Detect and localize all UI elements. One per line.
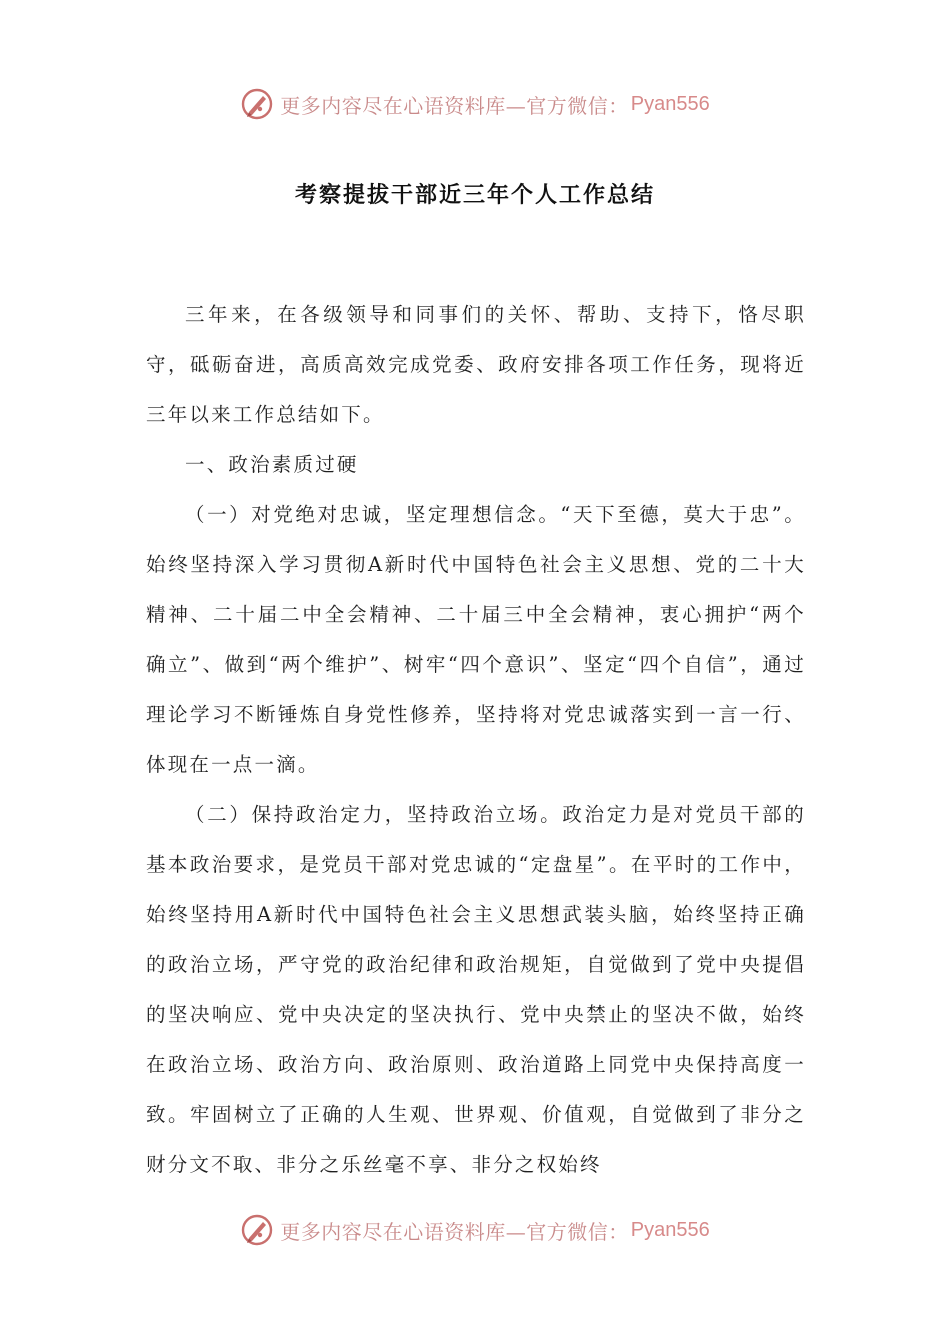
watermark-banner-top (0, 84, 950, 124)
watermark-text: 更多内容尽在心语资料库—官方微信： (280, 1219, 629, 1244)
paragraph-loyalty: （一）对党绝对忠诚，坚定理想信念。“天下至德，莫大于忠”。始终坚持深入学习贯彻A新时代中国特色社会主义思想、党的二十大精神、二十届二中全会精神、二十届三中全会精神，衷心拥护“两个确立”、做到“两个维护”、树牢“四个意识”、坚定“四个自信”，通过理论学习不断锤炼自身党性修养，坚持将对党忠诚落实到一言一行、体现在一点一滴。 (146, 503, 806, 776)
watermark-text: 更多内容尽在心语资料库—官方微信： (280, 93, 629, 118)
paragraph-political-stance: （二）保持政治定力，坚持政治立场。政治定力是对党员干部的基本政治要求，是党员干部对党忠诚的“定盘星”。在平时的工作中，始终坚持用A新时代中国特色社会主义思想武装头脑，始终坚持正确的政治立场，严守党的政治纪律和政治规矩，自觉做到了党中央提倡的坚决响应、党中央决定的坚决执行、党中央禁止的坚决不做，始终在政治立场、政治方向、政治原则、政治道路上同党中央保持高度一致。牢固树立了正确的人生观、世界观、价值观，自觉做到了非分之财分文不取、非分之乐丝毫不享、非分之权始终 (146, 803, 806, 1176)
watermark-banner-bottom (0, 1210, 950, 1250)
pen-logo-icon (240, 87, 274, 121)
section-heading: 一、政治素质过硬 (185, 453, 359, 476)
document-title: 考察提拔干部近三年个人工作总结 (294, 182, 655, 208)
paragraph-intro: 三年来，在各级领导和同事们的关怀、帮助、支持下，恪尽职守，砥砺奋进，高质高效完成党委、政府安排各项工作任务，现将近三年以来工作总结如下。 (146, 303, 806, 426)
watermark-wechat-id: Pyan556 (630, 1218, 710, 1241)
pen-logo-icon (240, 1213, 274, 1247)
document-body (146, 290, 806, 1190)
watermark-wechat-id: Pyan556 (630, 92, 710, 115)
